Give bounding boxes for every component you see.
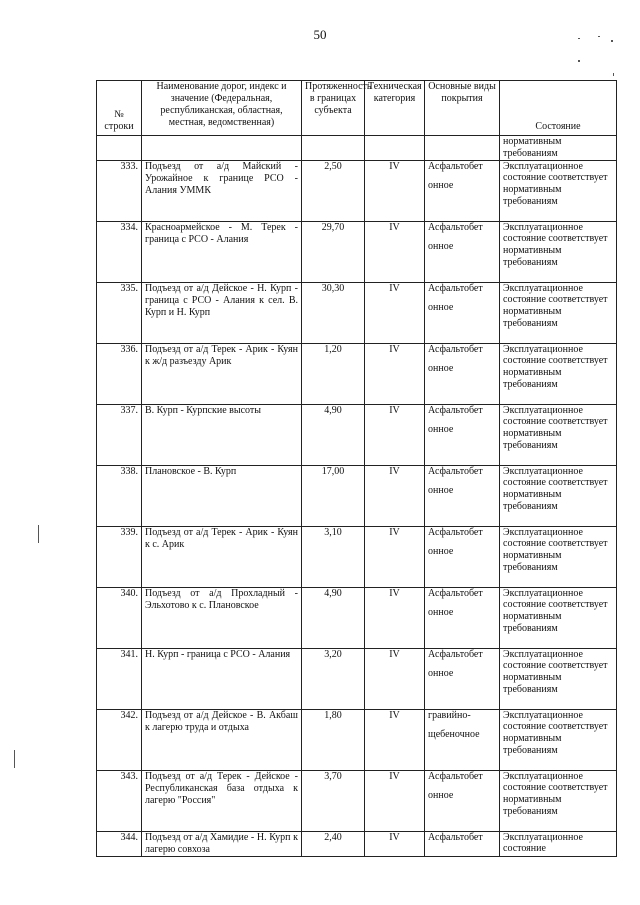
cell-state: Эксплуатационное состояние соответствует нормативным требованиям — [500, 282, 617, 343]
scan-mark — [38, 525, 39, 543]
cell-surface — [425, 160, 500, 221]
scan-mark — [578, 38, 580, 39]
cell-category: IV — [365, 526, 425, 587]
surface-line-1: Асфальтобет — [428, 221, 483, 233]
cell-category: IV — [365, 343, 425, 404]
cell-surface — [425, 831, 500, 856]
cell-category: IV — [365, 221, 425, 282]
cell-state: Эксплуатационное состояние соответствует нормативным требованиям — [500, 160, 617, 221]
table-row — [97, 587, 617, 648]
cell-row-number: 334. — [97, 221, 142, 282]
cell-length: 2,40 — [302, 831, 365, 856]
column-header-category: Техническая категория — [365, 81, 425, 136]
cell-length: 1,80 — [302, 709, 365, 770]
cell-state: Эксплуатационное состояние соответствует нормативным требованиям — [500, 587, 617, 648]
surface-line-1: Асфальтобет — [428, 343, 483, 355]
table-row — [97, 221, 617, 282]
cell-surface — [425, 343, 500, 404]
scan-mark — [14, 750, 15, 768]
cell-row-number: 339. — [97, 526, 142, 587]
cell-surface — [425, 587, 500, 648]
cell-length: 3,10 — [302, 526, 365, 587]
cell-row-number: 340. — [97, 587, 142, 648]
surface-line-2: онное — [428, 484, 454, 496]
table-row — [97, 770, 617, 831]
cell-length: 4,90 — [302, 404, 365, 465]
cell-category: IV — [365, 465, 425, 526]
cell-road-name: Подъезд от а/д Терек - Дейское - Республиканская база отдыха к лагерю "Россия" — [142, 770, 302, 831]
cell-road-name: Подъезд от а/д Дейское - Н. Курп - граница с РСО - Алания к сел. В. Курп и Н. Курп — [142, 282, 302, 343]
cell-state: Эксплуатационное состояние соответствует нормативным требованиям — [500, 343, 617, 404]
scan-mark — [578, 60, 580, 62]
cell-row-number: 337. — [97, 404, 142, 465]
cell-surface — [425, 770, 500, 831]
column-header-length: Протяженность в границах субъекта — [302, 81, 365, 136]
surface-line-1: Асфальтобет — [428, 282, 483, 294]
cell-road-name: Подъезд от а/д Терек - Арик - Куян к ж/д разъезду Арик — [142, 343, 302, 404]
roads-table — [96, 80, 617, 857]
surface-line-1: Асфальтобет — [428, 465, 483, 477]
cell-row-number: 344. — [97, 831, 142, 856]
cell-road-name: В. Курп - Курпские высоты — [142, 404, 302, 465]
cell-state: Эксплуатационное состояние соответствует нормативным требованиям — [500, 221, 617, 282]
cell-empty — [425, 136, 500, 161]
cell-length: 4,90 — [302, 587, 365, 648]
cell-empty — [365, 136, 425, 161]
cell-category: IV — [365, 587, 425, 648]
cell-category: IV — [365, 404, 425, 465]
cell-surface — [425, 404, 500, 465]
cell-empty — [97, 136, 142, 161]
column-header-state: Состояние — [500, 81, 617, 136]
cell-empty — [302, 136, 365, 161]
table-row — [97, 343, 617, 404]
cell-row-number: 338. — [97, 465, 142, 526]
column-header-name: Наименование дорог, индекс и значение (Федеральная, республиканская, областная, местная, ведомственная) — [142, 81, 302, 136]
scan-mark — [598, 36, 600, 37]
cell-surface — [425, 465, 500, 526]
table-row — [97, 648, 617, 709]
cell-surface — [425, 526, 500, 587]
surface-line-1: Асфальтобет — [428, 831, 483, 843]
cell-length: 29,70 — [302, 221, 365, 282]
column-header-surface: Основные виды покрытия — [425, 81, 500, 136]
cell-row-number: 343. — [97, 770, 142, 831]
cell-length: 30,30 — [302, 282, 365, 343]
table-row — [97, 465, 617, 526]
cell-category: IV — [365, 282, 425, 343]
cell-road-name: Подъезд от а/д Дейское - В. Акбаш к лагерю труда и отдыха — [142, 709, 302, 770]
surface-line-2: онное — [428, 362, 454, 374]
surface-line-2: онное — [428, 789, 454, 801]
cell-row-number: 335. — [97, 282, 142, 343]
cell-state: Эксплуатационное состояние соответствует нормативным требованиям — [500, 648, 617, 709]
cell-empty — [142, 136, 302, 161]
cell-state: Эксплуатационное состояние соответствует нормативным требованиям — [500, 465, 617, 526]
cell-road-name: Плановское - В. Курп — [142, 465, 302, 526]
surface-line-2: онное — [428, 423, 454, 435]
cell-category: IV — [365, 160, 425, 221]
table-row — [97, 404, 617, 465]
cell-category: IV — [365, 709, 425, 770]
cell-surface — [425, 282, 500, 343]
cell-surface — [425, 648, 500, 709]
cell-state: Эксплуатационное состояние соответствует нормативным требованиям — [500, 526, 617, 587]
cell-road-name: Н. Курп - граница с РСО - Алания — [142, 648, 302, 709]
surface-line-2: онное — [428, 240, 454, 252]
surface-line-1: Асфальтобет — [428, 587, 483, 599]
cell-state: Эксплуатационное состояние соответствует нормативным требованиям — [500, 709, 617, 770]
cell-category: IV — [365, 831, 425, 856]
cell-row-number: 333. — [97, 160, 142, 221]
table-row — [97, 831, 617, 856]
surface-line-1: Асфальтобет — [428, 770, 483, 782]
surface-line-2: щебеночное — [428, 728, 480, 740]
table-row — [97, 526, 617, 587]
cell-row-number: 336. — [97, 343, 142, 404]
surface-line-2: онное — [428, 179, 454, 191]
surface-line-2: онное — [428, 667, 454, 679]
surface-line-1: Асфальтобет — [428, 648, 483, 660]
scan-mark — [613, 73, 614, 76]
cell-length: 2,50 — [302, 160, 365, 221]
cell-state: нормативным требованиям — [500, 136, 617, 161]
scan-mark — [611, 40, 613, 42]
table-row — [97, 709, 617, 770]
page-number: 50 — [313, 27, 327, 42]
cell-state: Эксплуатационное состояние — [500, 831, 617, 856]
cell-row-number: 341. — [97, 648, 142, 709]
cell-row-number: 342. — [97, 709, 142, 770]
surface-line-1: гравийно- — [428, 709, 471, 721]
cell-road-name: Красноармейское - М. Терек - граница с РСО - Алания — [142, 221, 302, 282]
continuation-row — [97, 136, 617, 161]
cell-surface — [425, 709, 500, 770]
cell-surface — [425, 221, 500, 282]
cell-length: 17,00 — [302, 465, 365, 526]
table-row — [97, 282, 617, 343]
cell-category: IV — [365, 770, 425, 831]
cell-length: 3,20 — [302, 648, 365, 709]
cell-road-name: Подъезд от а/д Прохладный - Эльхотово к с. Плановское — [142, 587, 302, 648]
surface-line-2: онное — [428, 301, 454, 313]
cell-road-name: Подъезд от а/д Майский - Урожайное к границе РСО - Алания УММК — [142, 160, 302, 221]
column-header-number: № строки — [97, 81, 142, 136]
surface-line-2: онное — [428, 606, 454, 618]
table-row — [97, 160, 617, 221]
cell-length: 1,20 — [302, 343, 365, 404]
surface-line-1: Асфальтобет — [428, 160, 483, 172]
surface-line-1: Асфальтобет — [428, 404, 483, 416]
table-header-row — [97, 81, 617, 136]
cell-state: Эксплуатационное состояние соответствует нормативным требованиям — [500, 770, 617, 831]
surface-line-2: онное — [428, 545, 454, 557]
cell-state: Эксплуатационное состояние соответствует нормативным требованиям — [500, 404, 617, 465]
cell-length: 3,70 — [302, 770, 365, 831]
cell-category: IV — [365, 648, 425, 709]
cell-road-name: Подъезд от а/д Терек - Арик - Куян к с. Арик — [142, 526, 302, 587]
cell-road-name: Подъезд от а/д Хамидие - Н. Курп к лагерю совхоза — [142, 831, 302, 856]
surface-line-1: Асфальтобет — [428, 526, 483, 538]
